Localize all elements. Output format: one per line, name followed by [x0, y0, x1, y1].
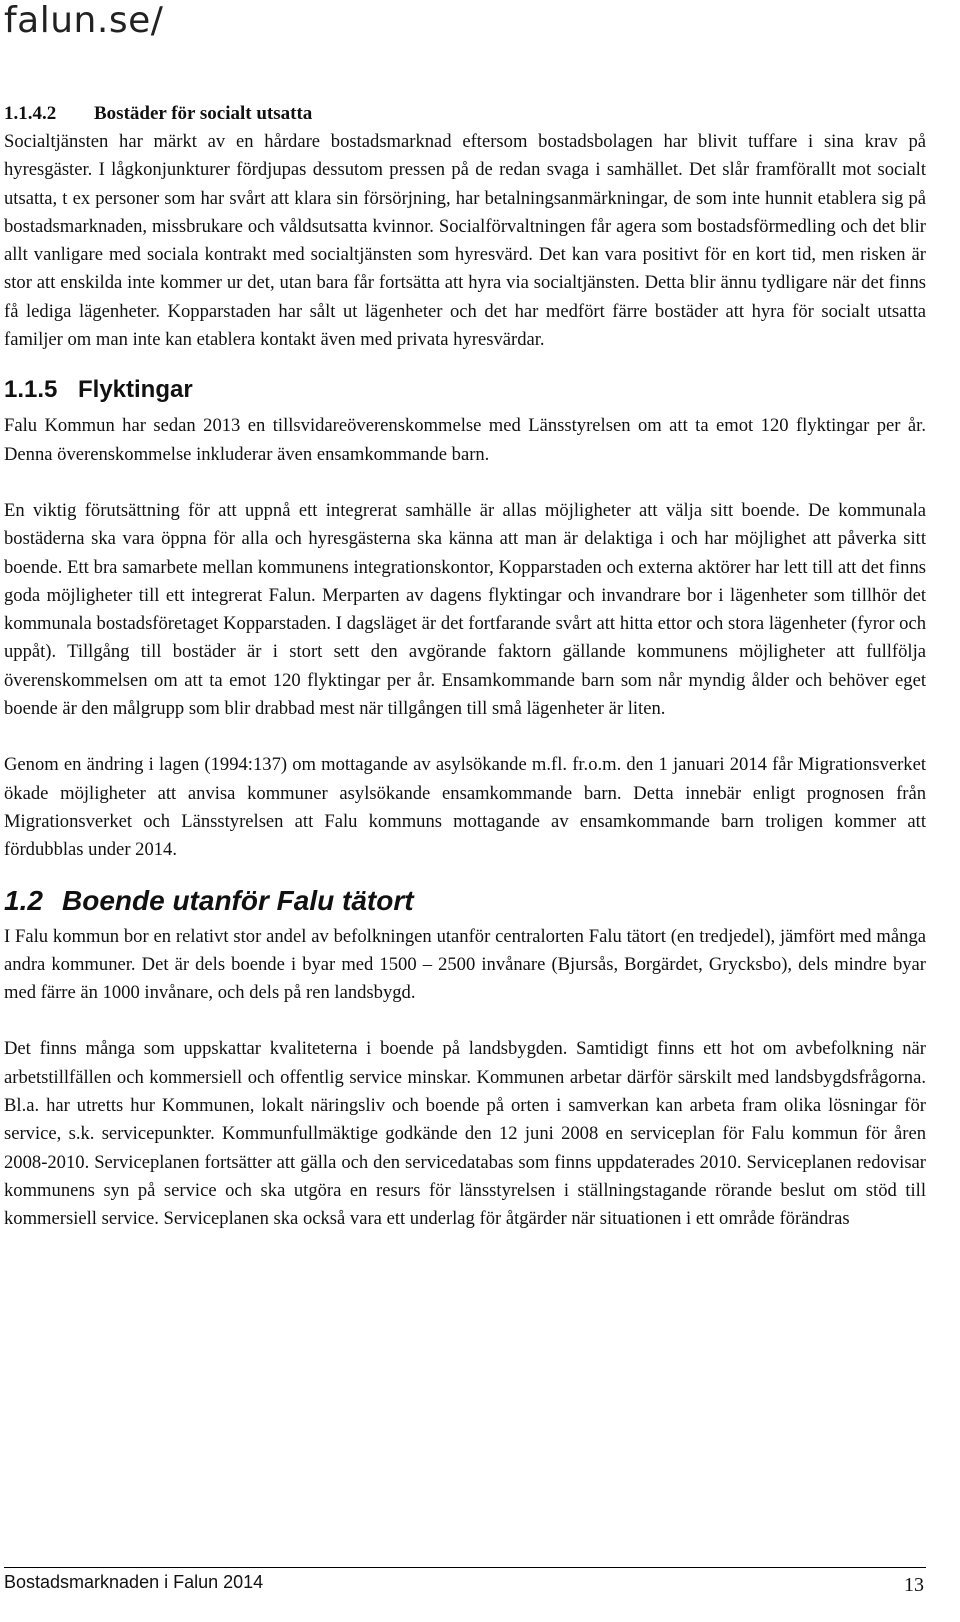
heading-flyktingar	[4, 374, 926, 406]
page-number: 13	[904, 1574, 924, 1596]
paragraph: Socialtjänsten har märkt av en hårdare bostadsmarknad eftersom bostadsbolagen har blivit tuffare i sina krav på hyresgäster. I lågkonjunkturer fördjupas dessutom pressen på de redan svaga i samhället. Det slår framförallt mot socialt utsatta, t ex personer som har svårt att klara sin försörjning, har betalningsanmärkningar, de som inte hunnit etablera sig på bostadsmarknaden, missbrukare och våldsutsatta kvinnor. Socialförvaltningen får agera som bostadsförmedling och det blir allt vanligare med sociala kontrakt med socialtjänsten som hyresvärd. Det kan vara positivt för en kort tid, men risken är stor att enskilda inte kommer ur det, utan bara får fortsätta att hyra via socialtjänsten. Detta blir ännu tydligare när det finns få lediga lägenheter. Kopparstaden har sålt ut lägenheter och det har medfört färre bostäder att hyra för socialt utsatta familjer om man inte kan etablera kontakt även med privata hyresvärdar.	[4, 131, 926, 351]
heading-title: Boende utanför Falu tätort	[62, 884, 414, 916]
heading-title: Bostäder för socialt utsatta	[94, 103, 313, 124]
paragraph: Det finns många som uppskattar kvaliteterna i boende på landsbygden. Samtidigt finns ett hot om avbefolkning när arbetstillfällen och kommersiell och offentlig service minskar. Kommunen arbetar därför särskilt med landsbygdsfrågorna. Bl.a. har utretts hur Kommunen, lokalt näringsliv och boende på orten i samverkan kan arbeta fram olika lösningar för service, s.k. servicepunkter. Kommunfullmäktige godkände den 12 juni 2008 en serviceplan för Falu kommun för åren 2008-2010. Serviceplanen fortsätter att gälla och den servicedatabas som finns uppdaterades 2010. Serviceplanen redovisar kommunens syn på service och ska utgöra en resurs för länsstyrelsen i ställningstagande rörande beslut om stöd till kommersiell service. Serviceplanen ska också vara ett underlag för åtgärder när situationen i ett område förändras	[4, 1038, 926, 1230]
paragraph: En viktig förutsättning för att uppnå ett integrerat samhälle är allas möjligheter att välja sitt boende. De kommunala bostäderna ska vara öppna för alla och hyresgästerna ska känna att man är delaktiga i och har möjlighet att påverka sitt boende. Ett bra samarbete mellan kommunens integrationskontor, Kopparstaden och externa aktörer har lett till att det finns goda möjligheter till ett integrerat Falun. Merparten av dagens flyktingar och invandrare bor i lägenheter som tillhör det kommunala bostadsföretaget Kopparstaden. I dagsläget är det fortfarande svårt att hitta ettor och stora lägenheter (fyror och uppåt). Tillgång till bostäder är i stort sett den avgörande faktorn gällande kommunens möjligheter att fullfölja överenskommelsen om att ta emot 120 flyktingar per år. Ensamkommande barn som når myndig ålder och behöver eget boende är den målgrupp som blir drabbad mest när tillgången till små lägenheter är liten.	[4, 499, 926, 720]
paragraph: I Falu kommun bor en relativt stor andel av befolkningen utanför centralorten Falu tätort (en tredjedel), jämfört med många andra kommuner. Det är dels boende i byar med 1500 – 2500 invånare (Bjursås, Borgärdet, Grycksbo), dels mindre byar med färre än 1000 invånare, och dels på ren landsbygd.	[4, 925, 926, 1004]
heading-number: 1.1.5	[4, 376, 58, 404]
falun-logo: falun.se/	[4, 0, 164, 41]
heading-boende-utanfor-falu	[4, 883, 926, 919]
heading-number: 1.2	[4, 884, 43, 916]
heading-title: Flyktingar	[78, 376, 193, 404]
footer-document-title: Bostadsmarknaden i Falun 2014	[4, 1572, 264, 1592]
paragraph: Genom en ändring i lagen (1994:137) om mottagande av asylsökande m.fl. fr.o.m. den 1 januari 2014 får Migrationsverket ökade möjligheter att anvisa kommuner asylsökande ensamkommande barn. Detta innebär enligt prognosen från Migrationsverket och Länsstyrelsen att Falu kommuns mottagande av ensamkommande barn troligen kommer att fördubblas under 2014.	[4, 754, 926, 861]
footer-divider	[4, 1567, 926, 1568]
paragraph: Falu Kommun har sedan 2013 en tillsvidareöverenskommelse med Länsstyrelsen om att ta emot 120 flyktingar per år. Denna överenskommelse inkluderar även ensamkommande barn.	[4, 415, 926, 465]
document-body	[4, 100, 926, 1234]
heading-number: 1.1.4.2	[4, 103, 57, 124]
heading-bostader-socialt-utsatta	[4, 100, 926, 128]
